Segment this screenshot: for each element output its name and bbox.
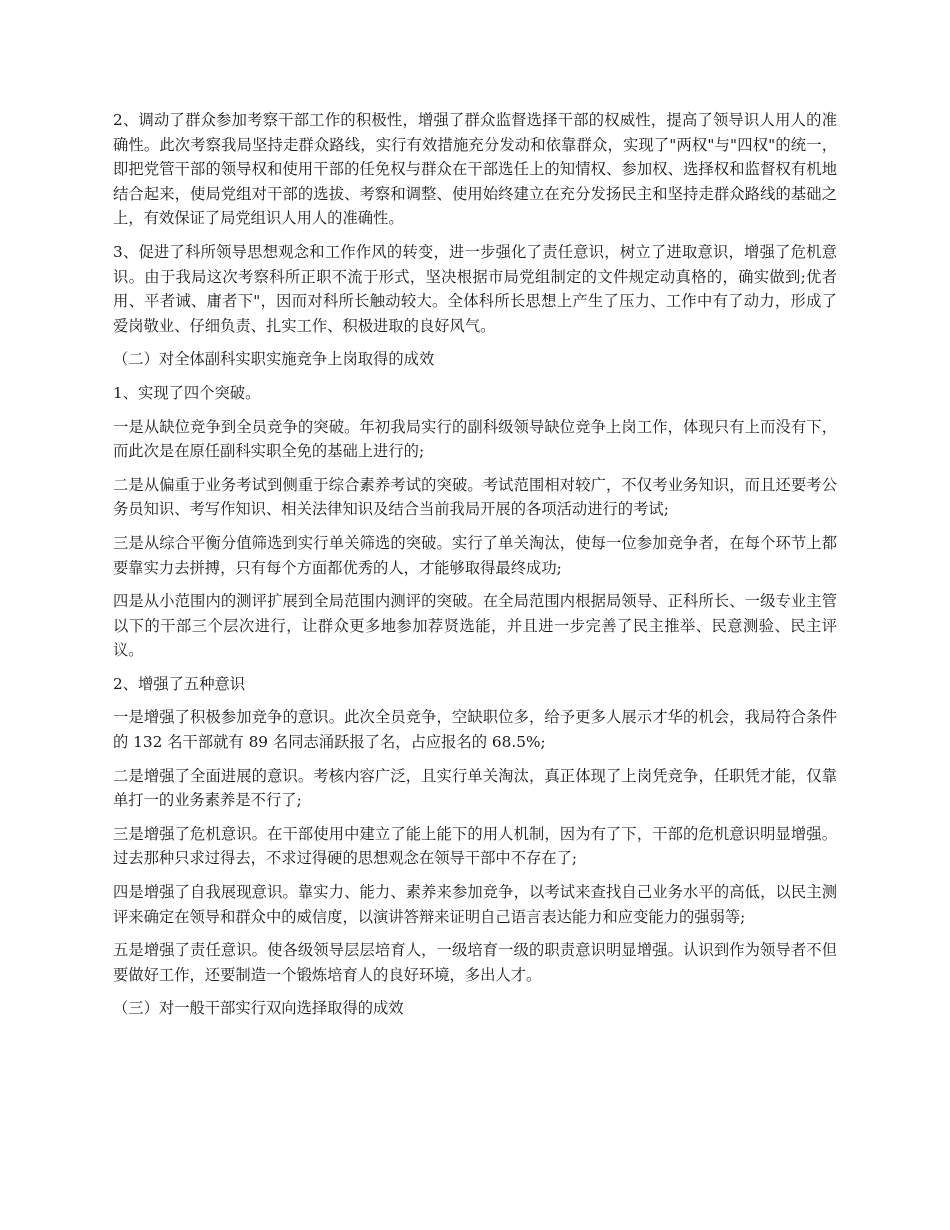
paragraph: 二是从偏重于业务考试到侧重于综合素养考试的突破。考试范围相对较广，不仅考业务知识，而且还要考公务员知识、考写作知识、相关法律知识及结合当前我局开展的各项活动进行的考试;	[113, 475, 837, 519]
paragraph: 一是从缺位竞争到全员竞争的突破。年初我局实行的副科级领导缺位竞争上岗工作，体现只有上而没有下，而此次是在原任副科实职全免的基础上进行的;	[113, 417, 837, 461]
paragraph: 四是从小范围内的测评扩展到全局范围内测评的突破。在全局范围内根据局领导、正科所长、一级专业主管以下的干部三个层次进行，让群众更多地参加荐贤选能，并且进一步完善了民主推举、民意测验、民主评议。	[113, 592, 837, 660]
paragraph: 三是从综合平衡分值筛选到实行单关筛选的突破。实行了单关淘汰，使每一位参加竞争者，在每个环节上都要靠实力去拼搏，只有每个方面都优秀的人，才能够取得最终成功;	[113, 533, 837, 577]
subsection-heading: 1、实现了四个突破。	[113, 383, 261, 402]
subsection-heading: 2、增强了五种意识	[113, 674, 246, 693]
paragraph: 五是增强了责任意识。使各级领导层层培育人，一级培育一级的职责意识明显增强。认识到作为领导者不但要做好工作，还要制造一个锻炼培育人的良好环境，多出人才。	[113, 941, 837, 984]
paragraph: 2、调动了群众参加考察干部工作的积极性，增强了群众监督选择干部的权威性，提高了领导识人用人的准确性。此次考察我局坚持走群众路线，实行有效措施充分发动和依靠群众，实现了"两权"与"四权"的统一，即把党管干部的领导权和使用干部的任免权与群众在干部选任上的知情权、参加权、选择权和监督权有机地结合起来，使局党组对干部的选拔、考察和调整、使用始终建立在充分发扬民主和坚持走群众路线的基础之上，有效保证了局党组识人用人的准确性。	[113, 111, 837, 228]
paragraph: 二是增强了全面进展的意识。考核内容广泛，且实行单关淘汰，真正体现了上岗凭竞争，任职凭才能，仅靠单打一的业务素养是不行了;	[113, 766, 837, 810]
paragraph: 一是增强了积极参加竞争的意识。此次全员竞争，空缺职位多，给予更多人展示才华的机会，我局符合条件的 132 名干部就有 89 名同志涌跃报了名，占应报名的 68.5%;	[113, 708, 837, 752]
paragraph: 3、促进了科所领导思想观念和工作作风的转变，进一步强化了责任意识，树立了进取意识，增强了危机意识。由于我局这次考察科所正职不流于形式，坚决根据市局党组制定的文件规定动真格的，确实做到;优者用、平者诫、庸者下"，因而对科所长触动较大。全体科所长思想上产生了压力、工作中有了动力，形成了爱岗敬业、仔细负责、扎实工作、积极进取的良好风气。	[113, 242, 837, 335]
section-heading: （三）对一般干部实行双向选择取得的成效	[113, 999, 404, 1018]
paragraph: 三是增强了危机意识。在干部使用中建立了能上能下的用人机制，因为有了下，干部的危机意识明显增强。过去那种只求过得去，不求过得硬的思想观念在领导干部中不存在了;	[113, 824, 837, 868]
document-body	[113, 108, 837, 1030]
section-heading: （二）对全体副科实职实施竞争上岗取得的成效	[113, 350, 435, 369]
paragraph: 四是增强了自我展现意识。靠实力、能力、素养来参加竞争，以考试来查找自己业务水平的高低，以民主测评来确定在领导和群众中的威信度，以演讲答辩来证明自己语言表达能力和应变能力的强弱等;	[113, 883, 837, 926]
